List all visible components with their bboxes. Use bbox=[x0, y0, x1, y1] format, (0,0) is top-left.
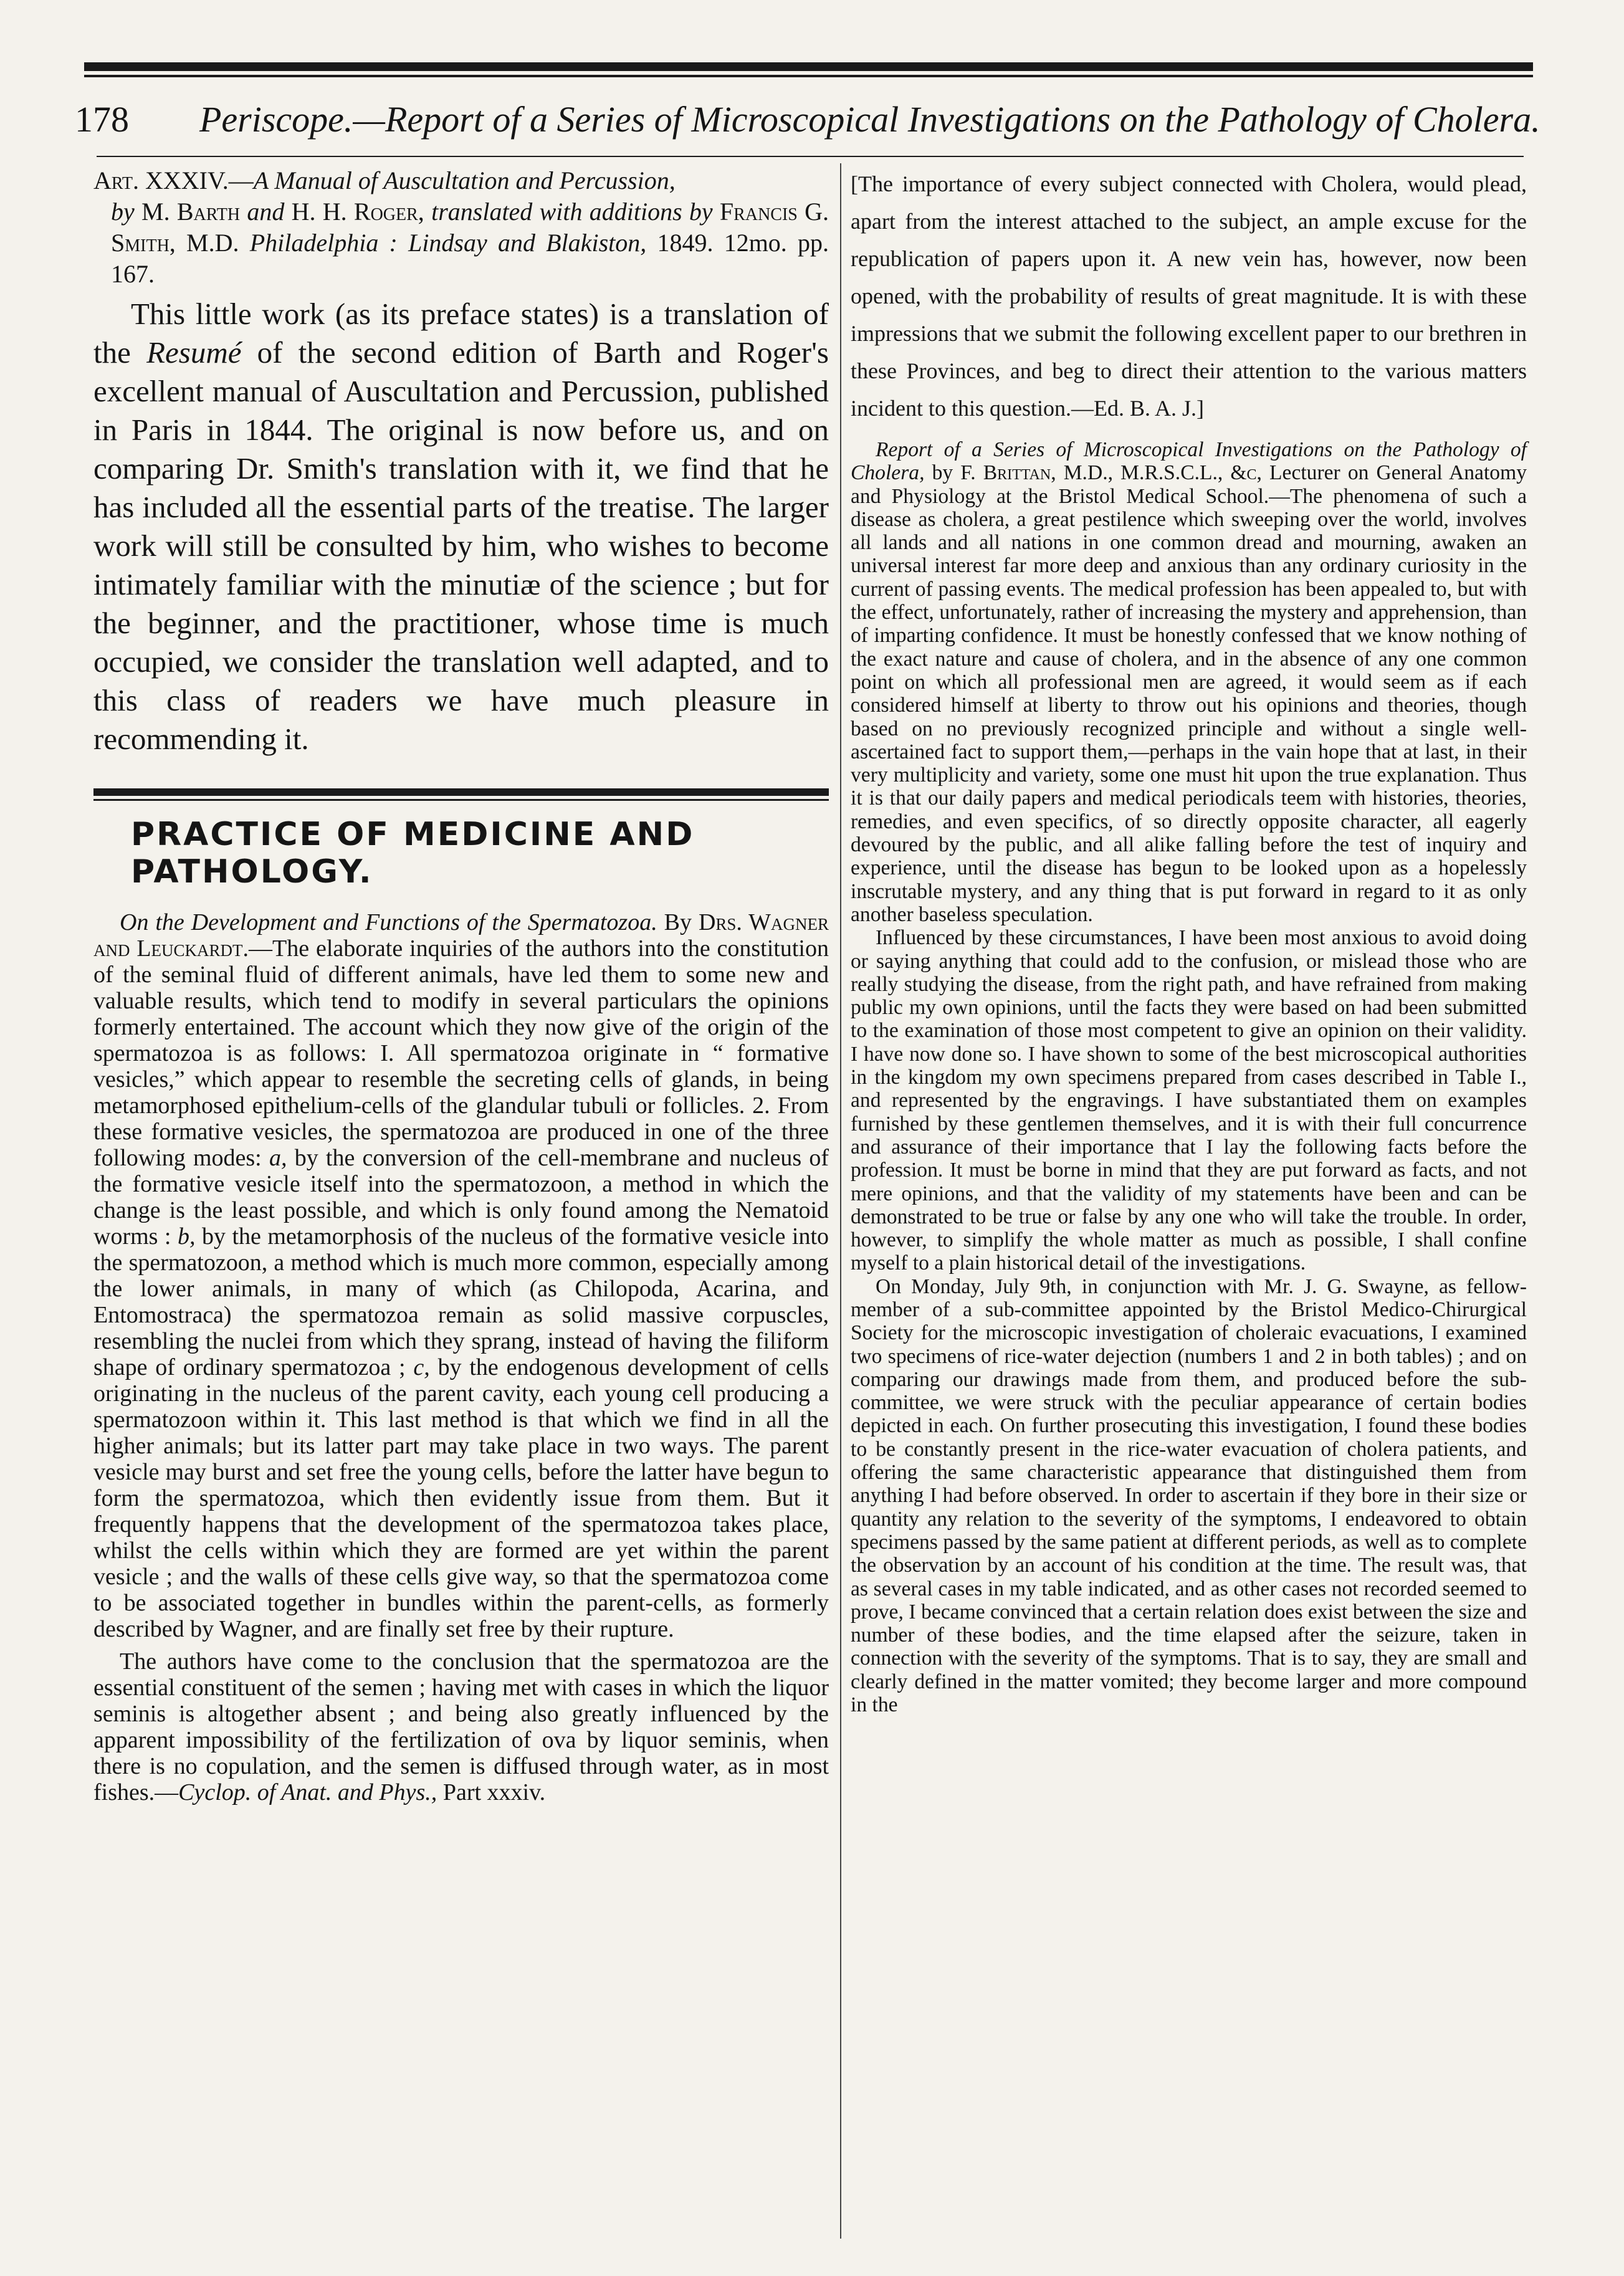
spermatozoa-citation-end: Part xxxiv. bbox=[442, 1779, 546, 1805]
mode-b-text: by the metamorphosis of the nucleus of the formative vesicle into the spermatozoon, a method which is much more common, especially among the lower animals, in many of which (as Chilopoda, Acarina, and Entomostraca) the spermatozoa remain as solid massive corpuscles, resembling the nuclei from which they sprang, instead of having the filiform shape of ordinary spermatozoa ; bbox=[93, 1223, 829, 1380]
section-thin-rule bbox=[93, 799, 829, 801]
article-and: and bbox=[247, 198, 285, 226]
running-header bbox=[75, 93, 1540, 150]
spermatozoa-paragraph-1 bbox=[93, 909, 829, 1642]
article-translator: Francis G. Smith, M.D. bbox=[111, 198, 829, 257]
spermatozoa-title: On the Development and Functions of the Spermatozoa. bbox=[120, 909, 657, 935]
mode-b-letter: b, bbox=[178, 1223, 196, 1250]
section-heavy-rule bbox=[93, 788, 829, 796]
running-title: Periscope.—Report of a Series of Microscopical Investigations on the Pathology of Cholera. bbox=[199, 99, 1540, 140]
spermatozoa-by: By bbox=[664, 909, 692, 935]
mode-c-text: by the endogenous development of cells originating in the nucleus of the parent cavity, each young cell producing a spermatozoon within it. This last method is that which we find in all the higher animals; but its latter part may take place in two ways. The parent vesicle may burst and set free the young cells, before the latter have begun to form the spermatozoa, which then evidently issue from them. But it frequently happens that the development of the spermatozoa takes place, whilst the cells within which they are formed are yet within the parent vesicle ; and the walls of these cells give way, so that the spermatozoa come to be associated together in bundles within the parent-cells, as formerly described by Wagner, and are finally set free by their rupture. bbox=[93, 1354, 829, 1642]
review-paragraph bbox=[93, 295, 829, 758]
review-resume-word: Resumé bbox=[146, 335, 242, 370]
report-paragraph-1 bbox=[851, 438, 1527, 926]
article-title: A Manual of Auscultation and Percussion, bbox=[253, 166, 676, 194]
mode-c-letter: c, bbox=[413, 1354, 430, 1380]
spermatozoa-text-1: —The elaborate inquiries of the authors into the constitution of the seminal fluid of different animals, have led them to some new and valuable results, which tend to modify in several particulars the opinions formerly entertained. The account which they now give of the origin of the spermatozoa is as follows: I. All spermatozoa originate in “ formative vesicles,” which appear to resemble the secreting cells of glands, in being metamorphosed epithelium-cells of the glandular tubuli or follicles. 2. From these formative vesicles, the spermatozoa are produced in one of the three following modes: bbox=[93, 935, 829, 1171]
spermatozoa-authors: Drs. Wagner and Leuckardt. bbox=[93, 909, 829, 962]
report-paragraph-2: Influenced by these circumstances, I have been most anxious to avoid doing or saying anything that could add to the confusion, or mislead those who are really studying the disease, from the right path, and have refrained from making public my own opinions, until the facts they were based on had been submitted to the examination of those most competent to give an opinion on their validity. I have now done so. I have shown to some of the best microscopical authorities in the kingdom my own specimens prepared from cases described in Table I., and represented by the engravings. I have substantiated them on examples furnished by these gentlemen themselves, and it is with their full concurrence and assurance of their importance that I lay the following facts before the profession. It must be borne in mind that they are put forward as facts, and not mere opinions, and that the validity of my statements have been and can be demonstrated to be true or false by any one who will take the trouble. In order, however, to simplify the whole matter as much as possible, I shall confine myself to a plain historical detail of the investigations. bbox=[851, 926, 1527, 1275]
spermatozoa-paragraph-2 bbox=[93, 1648, 829, 1805]
report-paragraph-3: On Monday, July 9th, in conjunction with Mr. J. G. Swayne, as fellow-member of a sub-committee appointed by the Bristol Medico-Chirurgical Society for the microscopic investigation of choleraic evacuations, I examined two specimens of rice-water dejection (numbers 1 and 2 in both tables) ; and on comparing our drawings made from them, and produced before the sub-committee, we were struck with the peculiar appearance of certain bodies depicted in each. On further prosecuting this investigation, I found these bodies to be constantly present in the rice-water evacuation of cholera patients, and offering the same characteristic appearance that distinguished them from anything I had before observed. In order to ascertain if they bore in their size or quantity any relation to the severity of the symptoms, I endeavored to obtain specimens passed by the same patient at different periods, as well as to complete the observation by an account of his condition at the time. The result was, that as several cases in my table indicated, and as other cases not recorded seemed to prove, I became convinced that a certain relation does exist between the size and number of these bodies, and the time elapsed after the seizure, taken in connection with the severity of the symptoms. That is to say, they are small and clearly defined in the matter vomited; they become larger and more compound in the bbox=[851, 1274, 1527, 1717]
section-title: PRACTICE OF MEDICINE AND PATHOLOGY. bbox=[131, 816, 695, 891]
report-author: F. Brittan, M.D., M.R.S.C.L., &c, bbox=[960, 461, 1262, 485]
mode-a-text: by the conversion of the cell-membrane and nucleus of the formative vesicle itself into the spermatozoon, a method in which the change is the least possible, and which is only found among the Nematoid worms : bbox=[93, 1145, 829, 1250]
left-column bbox=[93, 165, 829, 1805]
article-details: 1849. 12mo. pp. 167. bbox=[111, 229, 829, 288]
review-text-2: of the second edition of Barth and Roger's excellent manual of Auscultation and Percussion, published in Paris in 1844. The original is now before us, and on comparing Dr. Smith's translation with it, we find that he has included all the essential parts of the treatise. The larger work will still be consulted by him, who wishes to become intimately familiar with the minutiæ of the science ; but for the beginner, and the practitioner, whose time is much occupied, we consider the translation well adapted, and to this class of readers we have much pleasure in recommending it. bbox=[93, 335, 829, 756]
article-publisher: Philadelphia : Lindsay and Blakiston, bbox=[249, 229, 647, 257]
article-by: by bbox=[111, 198, 135, 226]
mode-a-letter: a, bbox=[269, 1145, 287, 1171]
article-translated: translated with additions by bbox=[431, 198, 713, 226]
spermatozoa-citation: Cyclop. of Anat. and Phys., bbox=[178, 1779, 437, 1805]
editor-note: [The importance of every subject connected with Cholera, would plead, apart from the interest attached to the subject, an ample excuse for the republication of papers upon it. A new vein has, however, now been opened, with the probability of results of great magnitude. It is with these impressions that we submit the following excellent paper to our brethren in these Provinces, and beg to direct their attention to the various matters incident to this question.—Ed. B. A. J.] bbox=[851, 171, 1527, 421]
spermatozoa-text-2: The authors have come to the conclusion that the spermatozoa are the essential constituent of the semen ; having met with cases in which the liquor seminis is altogether absent ; and being also greatly influenced by the apparent impossibility of the fertilization of ova by liquor seminis, when there is no copulation, and the semen is diffused through water, as in most fishes.— bbox=[93, 1648, 829, 1805]
top-heavy-rule bbox=[84, 62, 1533, 71]
page-number: 178 bbox=[75, 99, 129, 140]
article-label: Art. XXXIV.— bbox=[93, 166, 254, 194]
review-text-1: This little work (as its preface states) is a translation of the bbox=[93, 297, 829, 370]
report-text-1: Lecturer on General Anatomy and Physiology at the Bristol Medical School.—The phenomena of such a disease as cholera, a great pestilence which sweeping over the world, involves all lands and all nations in one common dread and mourning, awaken an universal interest far more deep and anxious than any ordinary curiosity in the current of passing events. The medical profession has been appealed to, but with the effect, unfortunately, rather of increasing the mystery and apprehension, than of imparting confidence. It must be honestly confessed that we know nothing of the exact nature and cause of cholera, and in the absence of any one common point on which all professional men are agreed, it would seem as if each considered himself at liberty to throw out his opinions and theories, though based on no previously recognized principle and without a single well-ascertained fact to support them,—perhaps in the vain hope that at last, in their very multiplicity and variety, some one must hit upon the true explanation. Thus it is that our daily papers and medical periodicals teem with histories, theories, remedies, and even specifics, of so directly opposite character, all eagerly devoured by the public, and all alike falling before the test of inquiry and experience, until the disease has begun to be looked upon as a hopelessly inscrutable mystery, and any thing that is put forward in regard to it as only another baseless speculation. bbox=[851, 461, 1527, 926]
article-heading bbox=[93, 165, 829, 290]
column-divider bbox=[840, 163, 841, 2239]
header-rule bbox=[97, 156, 1524, 157]
right-column bbox=[851, 165, 1527, 1716]
top-thin-rule bbox=[84, 75, 1533, 77]
report-by: by bbox=[932, 461, 953, 485]
article-author-1: M. Barth bbox=[141, 198, 241, 226]
report-title: Report of a Series of Microscopical Investigations on the Pathology of Cholera, bbox=[851, 438, 1527, 485]
article-author-2: H. H. Roger, bbox=[291, 198, 424, 226]
